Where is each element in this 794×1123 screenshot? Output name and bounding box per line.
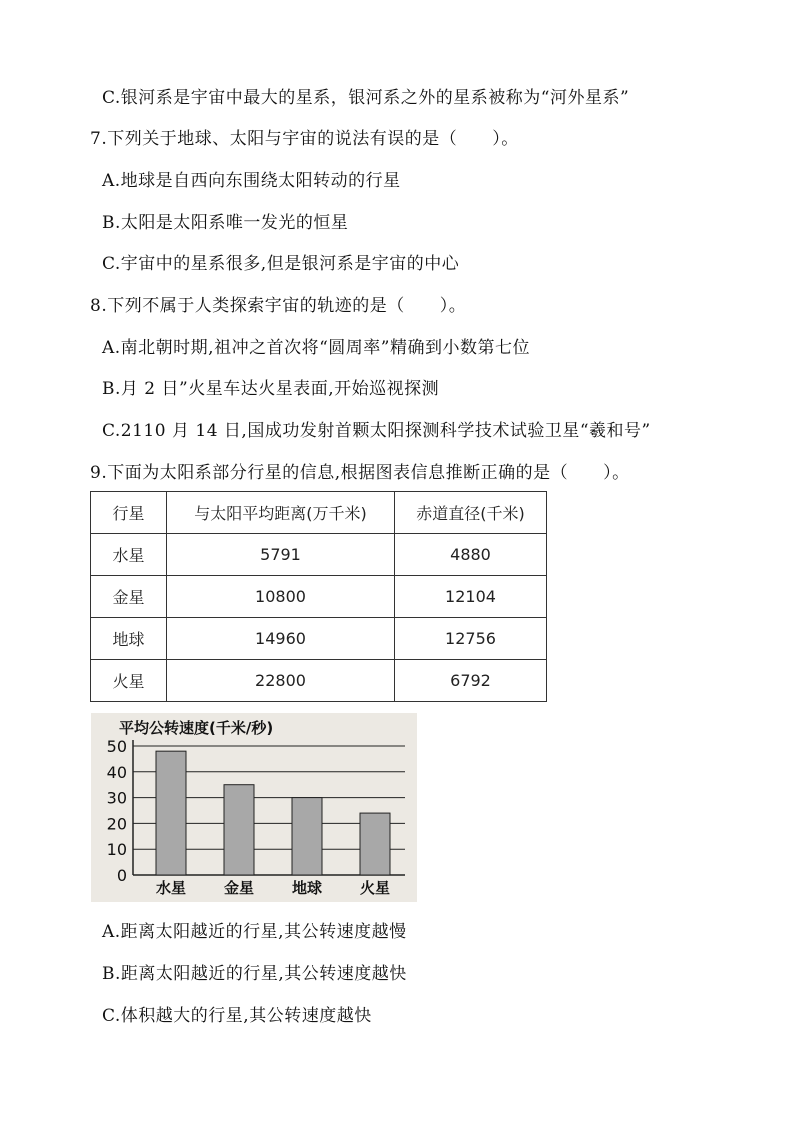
bar-chart bbox=[91, 713, 417, 902]
table-header-cell: 赤道直径(千米) bbox=[395, 492, 547, 534]
table-cell: 10800 bbox=[167, 576, 395, 618]
question-7-option-c: C.宇宙中的星系很多,但是银河系是宇宙的中心 bbox=[102, 254, 460, 274]
bar bbox=[292, 798, 322, 875]
question-8-option-c: C.2110 月 14 日,国成功发射首颗太阳探测科学技术试验卫星“羲和号” bbox=[102, 421, 651, 441]
table-header-cell: 与太阳平均距离(万千米) bbox=[167, 492, 395, 534]
y-tick-label: 0 bbox=[116, 866, 127, 885]
y-tick-label: 20 bbox=[106, 814, 127, 834]
table-row bbox=[91, 576, 547, 618]
question-7-option-b: B.太阳是太阳系唯一发光的恒星 bbox=[102, 213, 349, 233]
table-cell: 地球 bbox=[91, 618, 167, 660]
x-category-label: 火星 bbox=[359, 879, 391, 897]
table-cell: 6792 bbox=[395, 660, 547, 702]
y-tick-label: 40 bbox=[106, 762, 127, 782]
table-row bbox=[91, 660, 547, 702]
question-8: 8.下列不属于人类探索宇宙的轨迹的是（ ）。 bbox=[90, 296, 467, 316]
y-tick-label: 30 bbox=[106, 788, 127, 808]
table-row bbox=[91, 618, 547, 660]
bar bbox=[224, 785, 254, 875]
table-header-cell: 行星 bbox=[91, 492, 167, 534]
y-tick-label: 10 bbox=[106, 840, 127, 860]
table-cell: 14960 bbox=[167, 618, 395, 660]
x-category-label: 水星 bbox=[155, 879, 187, 897]
table-cell: 12756 bbox=[395, 618, 547, 660]
orbital-speed-chart bbox=[91, 713, 417, 902]
table-header-row bbox=[91, 492, 547, 534]
table-cell: 火星 bbox=[91, 660, 167, 702]
x-category-label: 金星 bbox=[223, 879, 255, 897]
y-tick-label: 50 bbox=[106, 737, 127, 756]
table-cell: 5791 bbox=[167, 534, 395, 576]
chart-title: 平均公转速度(千米/秒) bbox=[119, 719, 274, 737]
table-row bbox=[91, 534, 547, 576]
question-8-option-a: A.南北朝时期,祖冲之首次将“圆周率”精确到小数第七位 bbox=[102, 338, 530, 358]
prev-option-c: C.银河系是宇宙中最大的星系，银河系之外的星系被称为“河外星系” bbox=[102, 88, 630, 108]
question-9-option-a: A.距离太阳越近的行星,其公转速度越慢 bbox=[102, 922, 407, 942]
table-cell: 22800 bbox=[167, 660, 395, 702]
question-7-option-a: A.地球是自西向东围绕太阳转动的行星 bbox=[102, 171, 401, 191]
bar bbox=[156, 751, 186, 875]
x-category-label: 地球 bbox=[291, 879, 323, 897]
planet-info-table bbox=[90, 491, 547, 702]
table-cell: 水星 bbox=[91, 534, 167, 576]
question-9: 9.下面为太阳系部分行星的信息,根据图表信息推断正确的是（ ）。 bbox=[90, 463, 630, 483]
table-cell: 4880 bbox=[395, 534, 547, 576]
table-cell: 金星 bbox=[91, 576, 167, 618]
question-7: 7.下列关于地球、太阳与宇宙的说法有误的是（ ）。 bbox=[90, 129, 519, 149]
question-9-option-b: B.距离太阳越近的行星,其公转速度越快 bbox=[102, 964, 407, 984]
bar bbox=[360, 813, 390, 875]
table-cell: 12104 bbox=[395, 576, 547, 618]
question-8-option-b: B.月 2 日”火星车达火星表面,开始巡视探测 bbox=[102, 379, 440, 399]
question-9-option-c: C.体积越大的行星,其公转速度越快 bbox=[102, 1006, 372, 1026]
